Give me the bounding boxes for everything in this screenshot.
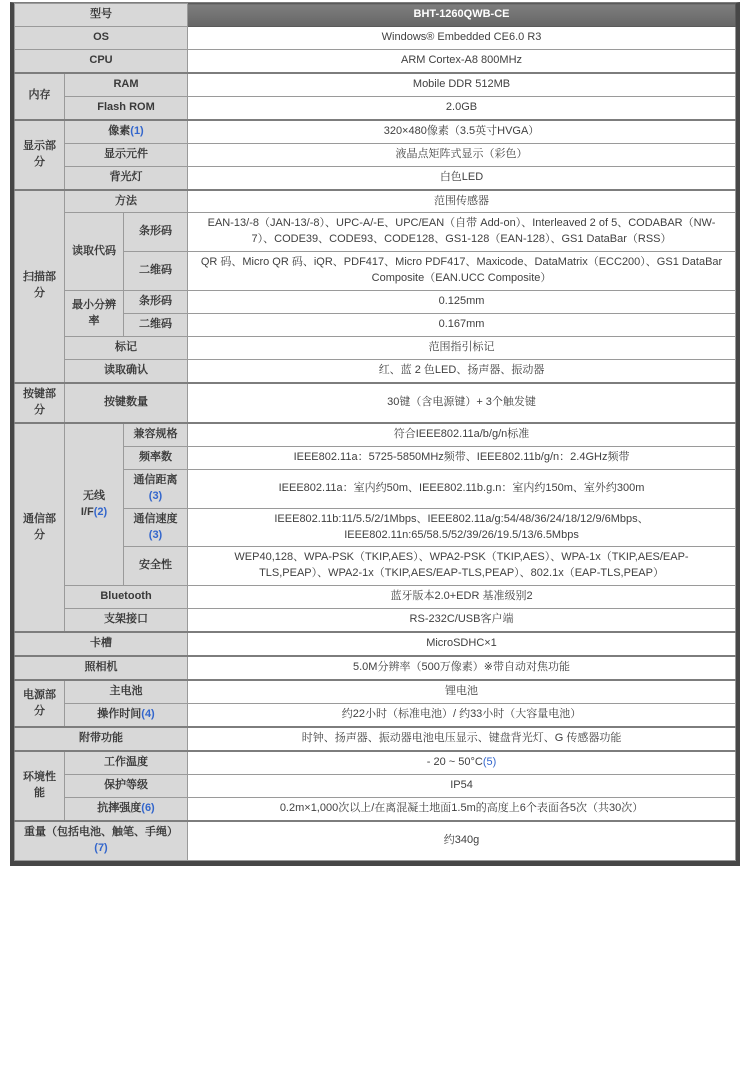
camera-value: 5.0M分辨率（500万像素）※带自动对焦功能 (188, 656, 736, 680)
row-readable-qr (15, 252, 736, 291)
card-slot-value: MicroSDHC×1 (188, 632, 736, 656)
operating-temp-value-text: - 20 ~ 50°C (426, 755, 483, 768)
row-bluetooth (15, 586, 736, 609)
read-confirm-label: 读取确认 (65, 360, 188, 383)
cradle-interface-value: RS-232C/USB客户端 (188, 609, 736, 632)
key-count-label: 按键数量 (65, 383, 188, 423)
main-battery-label: 主电池 (65, 680, 188, 703)
footnote-link-3b[interactable]: (3) (148, 528, 163, 541)
row-minres-barcode (15, 291, 736, 314)
bluetooth-value: 蓝牙版本2.0+EDR 基准级别2 (188, 586, 736, 609)
weight-label (15, 821, 188, 860)
cpu-label: CPU (15, 49, 188, 72)
cpu-value: ARM Cortex-A8 800MHz (188, 49, 736, 72)
row-drop-resistance (15, 797, 736, 820)
row-main-battery (15, 680, 736, 703)
row-wifi-compat (15, 423, 736, 446)
drop-resistance-value: 0.2m×1,000次以上/在离混凝土地面1.5m的高度上6个表面各5次（共30次） (188, 797, 736, 820)
main-battery-value: 锂电池 (188, 680, 736, 703)
row-camera (15, 656, 736, 680)
read-confirm-value: 红、蓝 2 色LED、扬声器、振动器 (188, 360, 736, 383)
card-slot-label: 卡槽 (15, 632, 188, 656)
memory-section-label: 内存 (15, 73, 65, 120)
environment-section-label: 环境性能 (15, 751, 65, 821)
scan-method-value: 范围传感器 (188, 190, 736, 213)
wifi-speed-value: IEEE802.11b:11/5.5/2/1Mbps、IEEE802.11a/g:54/48/36/24/18/12/9/6Mbps、IEEE802.11n:65/58.5/52/39/26/19.5/13/6.5Mbps (188, 508, 736, 547)
protection-rating-label: 保护等级 (65, 774, 188, 797)
weight-label-text: 重量（包括电池、触笔、手绳） (24, 825, 179, 838)
extra-functions-value: 时钟、扬声器、振动器电池电压显示、键盘背光灯、G 传感器功能 (188, 727, 736, 751)
model-label: 型号 (15, 4, 188, 27)
comm-section-label: 通信部分 (15, 423, 65, 632)
row-key-count (15, 383, 736, 423)
weight-value: 约340g (188, 821, 736, 860)
row-model (15, 4, 736, 27)
pixels-label (65, 120, 188, 143)
readable-qr-label: 二维码 (124, 252, 188, 291)
row-backlight (15, 166, 736, 189)
footnote-link-2[interactable]: (2) (93, 505, 108, 518)
row-cpu (15, 49, 736, 72)
readable-qr-value: QR 码、Micro QR 码、iQR、PDF417、Micro PDF417、Maxicode、DataMatrix（ECC200）、GS1 DataBar Composite（EAN.UCC Composite） (188, 252, 736, 291)
os-value: Windows® Embedded CE6.0 R3 (188, 26, 736, 49)
marker-label: 标记 (65, 337, 188, 360)
protection-rating-value: IP54 (188, 774, 736, 797)
row-pixels (15, 120, 736, 143)
row-minres-qr (15, 314, 736, 337)
row-weight (15, 821, 736, 860)
pixels-label-text: 像素 (108, 124, 131, 137)
row-wifi-speed (15, 508, 736, 547)
wifi-speed-label (124, 508, 188, 547)
keys-section-label: 按键部分 (15, 383, 65, 423)
wifi-speed-label-text: 通信速度 (133, 512, 178, 525)
row-scan-method (15, 190, 736, 213)
row-extra-functions (15, 727, 736, 751)
row-card-slot (15, 632, 736, 656)
min-resolution-label: 最小分辨率 (65, 291, 124, 337)
ram-label: RAM (65, 73, 188, 96)
row-protection-rating (15, 774, 736, 797)
row-read-confirm (15, 360, 736, 383)
flash-rom-value: 2.0GB (188, 96, 736, 119)
scan-method-label: 方法 (65, 190, 188, 213)
wifi-security-label: 安全性 (124, 547, 188, 586)
display-section-label: 显示部分 (15, 120, 65, 190)
minres-qr-value: 0.167mm (188, 314, 736, 337)
spec-table-frame (10, 2, 740, 866)
wifi-freq-label: 频率数 (124, 446, 188, 469)
wifi-distance-label (124, 469, 188, 508)
power-section-label: 电源部分 (15, 680, 65, 727)
wireless-if-label (65, 423, 124, 586)
wifi-distance-label-text: 通信距离 (133, 473, 178, 486)
wifi-compat-label: 兼容规格 (124, 423, 188, 446)
readable-barcode-label: 条形码 (124, 213, 188, 252)
readable-barcode-value: EAN-13/-8（JAN-13/-8）、UPC-A/-E、UPC/EAN（自带 Add-on）、Interleaved 2 of 5、CODABAR（NW-7）、CODE39、CODE93、CODE128、GS1-128（EAN-128）、GS1 DataBar（RSS） (188, 213, 736, 252)
drop-resistance-label-text: 抗摔强度 (97, 801, 142, 814)
minres-qr-label: 二维码 (124, 314, 188, 337)
display-element-value: 液晶点矩阵式显示（彩色） (188, 143, 736, 166)
drop-resistance-label (65, 797, 188, 820)
os-label: OS (15, 26, 188, 49)
minres-barcode-value: 0.125mm (188, 291, 736, 314)
wifi-distance-value: IEEE802.11a：室内约50m、IEEE802.11b.g.n：室内约150m、室外约300m (188, 469, 736, 508)
flash-rom-label: Flash ROM (65, 96, 188, 119)
footnote-link-7[interactable]: (7) (94, 841, 108, 854)
operating-time-label (65, 704, 188, 727)
pixels-value: 320×480像素（3.5英寸HVGA） (188, 120, 736, 143)
minres-barcode-label: 条形码 (124, 291, 188, 314)
row-flash-rom (15, 96, 736, 119)
row-wifi-distance (15, 469, 736, 508)
ram-value: Mobile DDR 512MB (188, 73, 736, 96)
cradle-interface-label: 支架接口 (65, 609, 188, 632)
marker-value: 范围指引标记 (188, 337, 736, 360)
row-operating-temp (15, 751, 736, 774)
backlight-label: 背光灯 (65, 166, 188, 189)
scan-section-label: 扫描部分 (15, 190, 65, 383)
row-wifi-security (15, 547, 736, 586)
row-operating-time (15, 704, 736, 727)
row-readable-barcode (15, 213, 736, 252)
wireless-if-label-text: 无线I/F (80, 489, 105, 518)
row-ram (15, 73, 736, 96)
spec-table (14, 3, 736, 861)
operating-time-label-text: 操作时间 (97, 708, 142, 720)
operating-temp-value (188, 751, 736, 774)
display-element-label: 显示元件 (65, 143, 188, 166)
operating-temp-label: 工作温度 (65, 751, 188, 774)
wifi-security-value: WEP40,128、WPA-PSK（TKIP,AES）、WPA2-PSK（TKIP,AES）、WPA-1x（TKIP,AES/EAP-TLS,PEAP）、WPA2-1x（TKIP,AES/EAP-TLS,PEAP）、802.1x（EAP-TLS,PEAP） (188, 547, 736, 586)
bluetooth-label: Bluetooth (65, 586, 188, 609)
row-cradle (15, 609, 736, 632)
row-display-element (15, 143, 736, 166)
footnote-link-6[interactable]: (6) (141, 801, 155, 814)
wifi-compat-value: 符合IEEE802.11a/b/g/n标准 (188, 423, 736, 446)
backlight-value: 白色LED (188, 166, 736, 189)
row-marker (15, 337, 736, 360)
wifi-freq-value: IEEE802.11a：5725-5850MHz频带、IEEE802.11b/g/n：2.4GHz频带 (188, 446, 736, 469)
row-wifi-freq (15, 446, 736, 469)
readable-codes-label: 读取代码 (65, 213, 124, 291)
footnote-link-3a[interactable]: (3) (148, 489, 163, 502)
camera-label: 照相机 (15, 656, 188, 680)
key-count-value: 30键（含电源键）+ 3个触发键 (188, 383, 736, 423)
model-value: BHT-1260QWB-CE (188, 4, 736, 27)
operating-time-value: 约22小时（标准电池）/ 约33小时（大容量电池） (188, 704, 736, 727)
footnote-link-5[interactable]: (5) (482, 755, 497, 768)
footnote-link-4[interactable]: (4) (141, 708, 155, 720)
row-os (15, 26, 736, 49)
footnote-link-1[interactable]: (1) (130, 124, 144, 137)
extra-functions-label: 附带功能 (15, 727, 188, 751)
